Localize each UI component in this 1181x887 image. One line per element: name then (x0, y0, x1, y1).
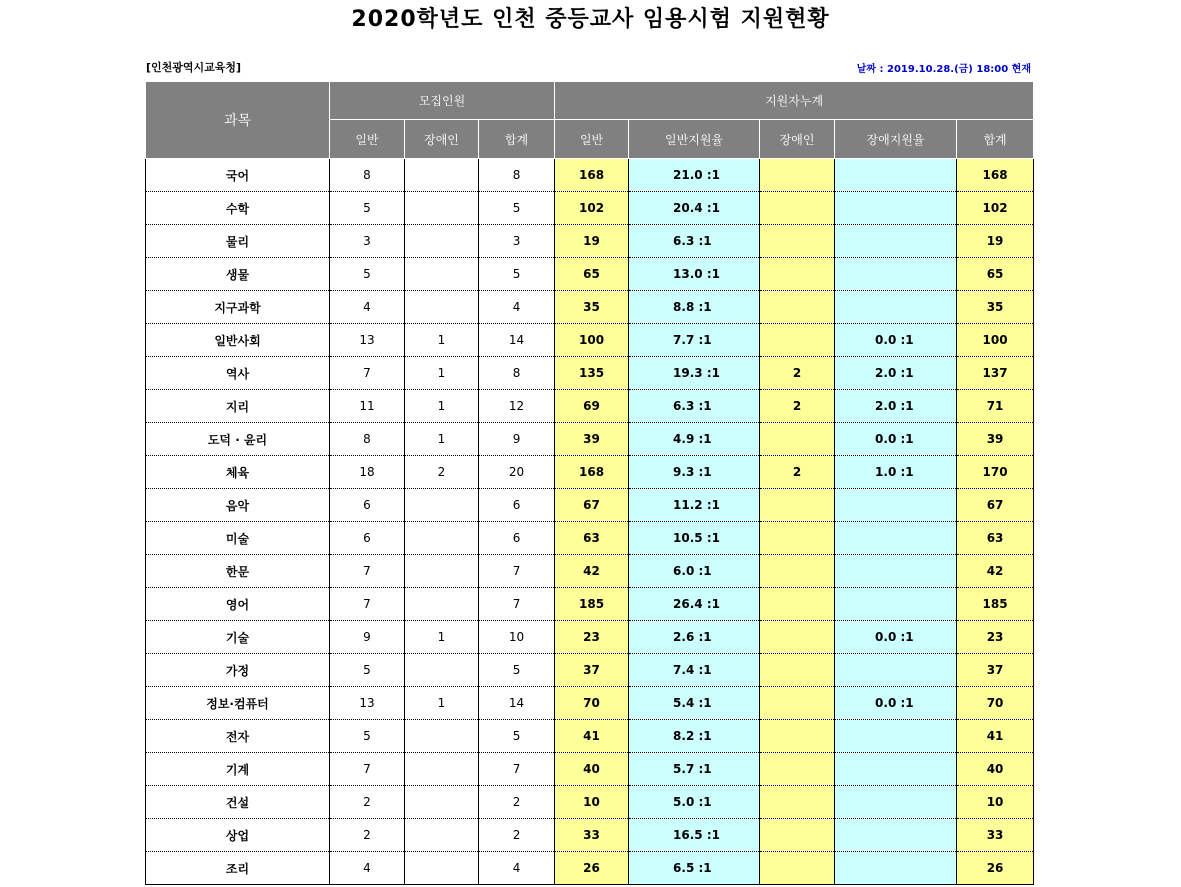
cell-applicant-total: 102 (957, 192, 1034, 225)
cell-applicant-disabled-rate: 2.0 :1 (835, 390, 957, 423)
cell-recruit-general: 18 (330, 456, 405, 489)
cell-subject: 영어 (146, 588, 330, 621)
cell-subject: 국어 (146, 159, 330, 192)
cell-recruit-general: 9 (330, 621, 405, 654)
cell-subject: 지리 (146, 390, 330, 423)
cell-subject: 물리 (146, 225, 330, 258)
cell-applicant-general-rate: 9.3 :1 (629, 456, 760, 489)
cell-subject: 도덕 · 윤리 (146, 423, 330, 456)
cell-applicant-disabled (760, 423, 835, 456)
cell-applicant-disabled-rate: 0.0 :1 (835, 324, 957, 357)
cell-applicant-disabled-rate (835, 489, 957, 522)
cell-recruit-total: 2 (479, 819, 555, 852)
cell-recruit-total: 5 (479, 654, 555, 687)
cell-recruit-general: 5 (330, 720, 405, 753)
cell-applicant-general-rate: 21.0 :1 (629, 159, 760, 192)
header-applicant-general-rate: 일반지원율 (629, 120, 760, 159)
cell-applicant-general: 69 (555, 390, 629, 423)
cell-applicant-disabled-rate: 1.0 :1 (835, 456, 957, 489)
cell-applicant-general-rate: 26.4 :1 (629, 588, 760, 621)
header-recruit-group: 모집인원 (330, 82, 555, 120)
cell-applicant-disabled: 2 (760, 456, 835, 489)
cell-recruit-general: 5 (330, 258, 405, 291)
cell-applicant-disabled (760, 555, 835, 588)
cell-subject: 음악 (146, 489, 330, 522)
cell-applicant-general-rate: 4.9 :1 (629, 423, 760, 456)
cell-applicant-disabled (760, 522, 835, 555)
cell-recruit-general: 4 (330, 852, 405, 885)
cell-recruit-disabled (405, 720, 479, 753)
cell-recruit-general: 13 (330, 324, 405, 357)
cell-applicant-general: 33 (555, 819, 629, 852)
cell-applicant-total: 67 (957, 489, 1034, 522)
table-row (146, 324, 1034, 357)
cell-applicant-general: 168 (555, 456, 629, 489)
cell-subject: 지구과학 (146, 291, 330, 324)
cell-applicant-general-rate: 10.5 :1 (629, 522, 760, 555)
cell-applicant-disabled (760, 159, 835, 192)
cell-applicant-general-rate: 6.5 :1 (629, 852, 760, 885)
cell-recruit-total: 5 (479, 720, 555, 753)
cell-applicant-general-rate: 2.6 :1 (629, 621, 760, 654)
cell-recruit-total: 9 (479, 423, 555, 456)
table-row (146, 621, 1034, 654)
cell-applicant-disabled (760, 687, 835, 720)
cell-applicant-disabled (760, 588, 835, 621)
cell-subject: 생물 (146, 258, 330, 291)
cell-applicant-total: 185 (957, 588, 1034, 621)
cell-recruit-general: 8 (330, 159, 405, 192)
cell-recruit-disabled (405, 225, 479, 258)
cell-applicant-general-rate: 8.2 :1 (629, 720, 760, 753)
organization-label: [인천광역시교육청] (146, 61, 242, 74)
table-row (146, 687, 1034, 720)
date-label: 날짜 : 2019.10.28.(금) 18:00 현재 (856, 64, 1031, 75)
cell-applicant-disabled-rate (835, 291, 957, 324)
header-recruit-disabled: 장애인 (405, 120, 479, 159)
cell-recruit-disabled (405, 819, 479, 852)
header-recruit-total: 합계 (479, 120, 555, 159)
cell-recruit-total: 6 (479, 489, 555, 522)
cell-applicant-total: 40 (957, 753, 1034, 786)
cell-recruit-disabled: 1 (405, 390, 479, 423)
cell-applicant-general: 39 (555, 423, 629, 456)
cell-applicant-disabled-rate (835, 852, 957, 885)
cell-recruit-disabled: 1 (405, 324, 479, 357)
header-recruit-general: 일반 (330, 120, 405, 159)
cell-recruit-general: 3 (330, 225, 405, 258)
cell-applicant-general-rate: 11.2 :1 (629, 489, 760, 522)
cell-recruit-disabled (405, 654, 479, 687)
cell-recruit-total: 8 (479, 159, 555, 192)
cell-applicant-general: 65 (555, 258, 629, 291)
cell-subject: 기술 (146, 621, 330, 654)
cell-recruit-total: 5 (479, 192, 555, 225)
cell-subject: 역사 (146, 357, 330, 390)
cell-applicant-general-rate: 8.8 :1 (629, 291, 760, 324)
table-row (146, 720, 1034, 753)
cell-applicant-general: 185 (555, 588, 629, 621)
cell-applicant-general: 70 (555, 687, 629, 720)
cell-applicant-general: 42 (555, 555, 629, 588)
cell-applicant-general-rate: 6.3 :1 (629, 225, 760, 258)
header-applicant-disabled-rate: 장애지원율 (835, 120, 957, 159)
cell-recruit-disabled: 2 (405, 456, 479, 489)
cell-applicant-disabled (760, 291, 835, 324)
cell-subject: 일반사회 (146, 324, 330, 357)
cell-applicant-general-rate: 20.4 :1 (629, 192, 760, 225)
cell-recruit-total: 2 (479, 786, 555, 819)
cell-subject: 체육 (146, 456, 330, 489)
header-applicant-total: 합계 (957, 120, 1034, 159)
cell-applicant-disabled-rate: 2.0 :1 (835, 357, 957, 390)
table-row (146, 159, 1034, 192)
cell-recruit-disabled (405, 192, 479, 225)
cell-recruit-total: 3 (479, 225, 555, 258)
cell-recruit-total: 4 (479, 291, 555, 324)
cell-applicant-disabled (760, 852, 835, 885)
cell-applicant-total: 33 (957, 819, 1034, 852)
table-row (146, 819, 1034, 852)
cell-subject: 정보·컴퓨터 (146, 687, 330, 720)
table-row (146, 390, 1034, 423)
cell-applicant-disabled (760, 720, 835, 753)
cell-subject: 상업 (146, 819, 330, 852)
applicant-status-table (145, 81, 1034, 885)
cell-recruit-disabled: 1 (405, 357, 479, 390)
cell-subject: 수학 (146, 192, 330, 225)
cell-recruit-disabled (405, 258, 479, 291)
cell-applicant-general: 168 (555, 159, 629, 192)
cell-applicant-disabled (760, 753, 835, 786)
cell-applicant-disabled-rate (835, 654, 957, 687)
table-row (146, 654, 1034, 687)
cell-applicant-general: 135 (555, 357, 629, 390)
table-row (146, 456, 1034, 489)
cell-applicant-disabled-rate (835, 522, 957, 555)
cell-applicant-general-rate: 5.7 :1 (629, 753, 760, 786)
cell-applicant-disabled (760, 324, 835, 357)
cell-subject: 건설 (146, 786, 330, 819)
cell-applicant-total: 41 (957, 720, 1034, 753)
page-title: 2020학년도 인천 중등교사 임용시험 지원현황 (351, 7, 830, 32)
cell-recruit-disabled (405, 852, 479, 885)
cell-applicant-general: 67 (555, 489, 629, 522)
table-row (146, 753, 1034, 786)
cell-recruit-general: 2 (330, 819, 405, 852)
cell-applicant-general: 10 (555, 786, 629, 819)
cell-applicant-general: 35 (555, 291, 629, 324)
cell-applicant-total: 168 (957, 159, 1034, 192)
cell-applicant-general-rate: 6.3 :1 (629, 390, 760, 423)
table-row (146, 192, 1034, 225)
cell-applicant-disabled-rate: 0.0 :1 (835, 621, 957, 654)
cell-applicant-general: 37 (555, 654, 629, 687)
cell-recruit-general: 5 (330, 654, 405, 687)
cell-applicant-disabled (760, 621, 835, 654)
cell-subject: 미술 (146, 522, 330, 555)
table-row (146, 852, 1034, 885)
table-row (146, 588, 1034, 621)
cell-recruit-total: 4 (479, 852, 555, 885)
cell-recruit-total: 6 (479, 522, 555, 555)
cell-recruit-disabled (405, 522, 479, 555)
cell-applicant-disabled-rate: 0.0 :1 (835, 423, 957, 456)
cell-applicant-general-rate: 5.0 :1 (629, 786, 760, 819)
cell-recruit-general: 7 (330, 588, 405, 621)
cell-applicant-general-rate: 13.0 :1 (629, 258, 760, 291)
cell-applicant-general: 23 (555, 621, 629, 654)
cell-applicant-general-rate: 7.7 :1 (629, 324, 760, 357)
cell-applicant-total: 10 (957, 786, 1034, 819)
cell-applicant-disabled-rate (835, 753, 957, 786)
cell-applicant-general: 63 (555, 522, 629, 555)
cell-recruit-total: 12 (479, 390, 555, 423)
header-applicant-group: 지원자누계 (555, 82, 1034, 120)
table-row (146, 786, 1034, 819)
table-row (146, 522, 1034, 555)
cell-applicant-disabled-rate (835, 819, 957, 852)
table-row (146, 423, 1034, 456)
cell-applicant-general: 19 (555, 225, 629, 258)
cell-applicant-general-rate: 19.3 :1 (629, 357, 760, 390)
cell-recruit-disabled: 1 (405, 423, 479, 456)
cell-subject: 전자 (146, 720, 330, 753)
cell-recruit-disabled: 1 (405, 621, 479, 654)
cell-applicant-total: 42 (957, 555, 1034, 588)
header-applicant-general: 일반 (555, 120, 629, 159)
cell-applicant-total: 35 (957, 291, 1034, 324)
cell-recruit-general: 7 (330, 555, 405, 588)
cell-subject: 한문 (146, 555, 330, 588)
cell-recruit-disabled (405, 489, 479, 522)
cell-applicant-disabled-rate (835, 258, 957, 291)
cell-recruit-disabled (405, 291, 479, 324)
cell-applicant-disabled (760, 654, 835, 687)
cell-applicant-disabled: 2 (760, 390, 835, 423)
cell-applicant-total: 71 (957, 390, 1034, 423)
cell-applicant-disabled: 2 (760, 357, 835, 390)
cell-recruit-disabled (405, 555, 479, 588)
cell-applicant-total: 170 (957, 456, 1034, 489)
cell-recruit-general: 6 (330, 522, 405, 555)
cell-applicant-disabled-rate (835, 192, 957, 225)
cell-applicant-general: 26 (555, 852, 629, 885)
cell-applicant-general-rate: 6.0 :1 (629, 555, 760, 588)
cell-subject: 조리 (146, 852, 330, 885)
cell-applicant-general: 40 (555, 753, 629, 786)
cell-recruit-total: 14 (479, 324, 555, 357)
cell-applicant-general: 100 (555, 324, 629, 357)
cell-applicant-total: 23 (957, 621, 1034, 654)
cell-recruit-total: 8 (479, 357, 555, 390)
cell-recruit-general: 7 (330, 753, 405, 786)
header-applicant-disabled: 장애인 (760, 120, 835, 159)
cell-applicant-total: 65 (957, 258, 1034, 291)
cell-applicant-general: 41 (555, 720, 629, 753)
cell-applicant-disabled-rate (835, 786, 957, 819)
cell-recruit-general: 2 (330, 786, 405, 819)
header-subject: 과목 (146, 82, 330, 159)
cell-recruit-total: 20 (479, 456, 555, 489)
cell-applicant-total: 37 (957, 654, 1034, 687)
cell-applicant-general-rate: 16.5 :1 (629, 819, 760, 852)
table-row (146, 357, 1034, 390)
cell-applicant-total: 70 (957, 687, 1034, 720)
cell-recruit-general: 13 (330, 687, 405, 720)
cell-recruit-total: 7 (479, 753, 555, 786)
table-row (146, 258, 1034, 291)
cell-applicant-total: 39 (957, 423, 1034, 456)
cell-recruit-total: 10 (479, 621, 555, 654)
cell-applicant-disabled (760, 192, 835, 225)
cell-applicant-disabled (760, 819, 835, 852)
cell-applicant-total: 19 (957, 225, 1034, 258)
cell-applicant-disabled-rate (835, 720, 957, 753)
table-row (146, 555, 1034, 588)
cell-applicant-total: 63 (957, 522, 1034, 555)
cell-applicant-total: 137 (957, 357, 1034, 390)
cell-recruit-total: 7 (479, 588, 555, 621)
cell-recruit-disabled (405, 753, 479, 786)
cell-recruit-disabled (405, 786, 479, 819)
cell-subject: 가정 (146, 654, 330, 687)
cell-applicant-disabled-rate (835, 588, 957, 621)
cell-applicant-disabled (760, 489, 835, 522)
cell-recruit-general: 7 (330, 357, 405, 390)
cell-applicant-general-rate: 7.4 :1 (629, 654, 760, 687)
cell-recruit-disabled: 1 (405, 687, 479, 720)
cell-applicant-disabled-rate (835, 225, 957, 258)
cell-applicant-general: 102 (555, 192, 629, 225)
cell-applicant-disabled-rate (835, 159, 957, 192)
cell-recruit-total: 5 (479, 258, 555, 291)
cell-subject: 기계 (146, 753, 330, 786)
table-row (146, 291, 1034, 324)
cell-recruit-general: 4 (330, 291, 405, 324)
cell-recruit-general: 6 (330, 489, 405, 522)
cell-recruit-disabled (405, 159, 479, 192)
cell-recruit-total: 14 (479, 687, 555, 720)
cell-applicant-disabled (760, 225, 835, 258)
cell-applicant-general-rate: 5.4 :1 (629, 687, 760, 720)
cell-applicant-disabled-rate: 0.0 :1 (835, 687, 957, 720)
cell-recruit-disabled (405, 588, 479, 621)
cell-recruit-general: 8 (330, 423, 405, 456)
cell-recruit-general: 5 (330, 192, 405, 225)
cell-recruit-total: 7 (479, 555, 555, 588)
table-row (146, 225, 1034, 258)
cell-recruit-general: 11 (330, 390, 405, 423)
table-row (146, 489, 1034, 522)
cell-applicant-total: 26 (957, 852, 1034, 885)
cell-applicant-disabled (760, 786, 835, 819)
cell-applicant-total: 100 (957, 324, 1034, 357)
cell-applicant-disabled-rate (835, 555, 957, 588)
cell-applicant-disabled (760, 258, 835, 291)
